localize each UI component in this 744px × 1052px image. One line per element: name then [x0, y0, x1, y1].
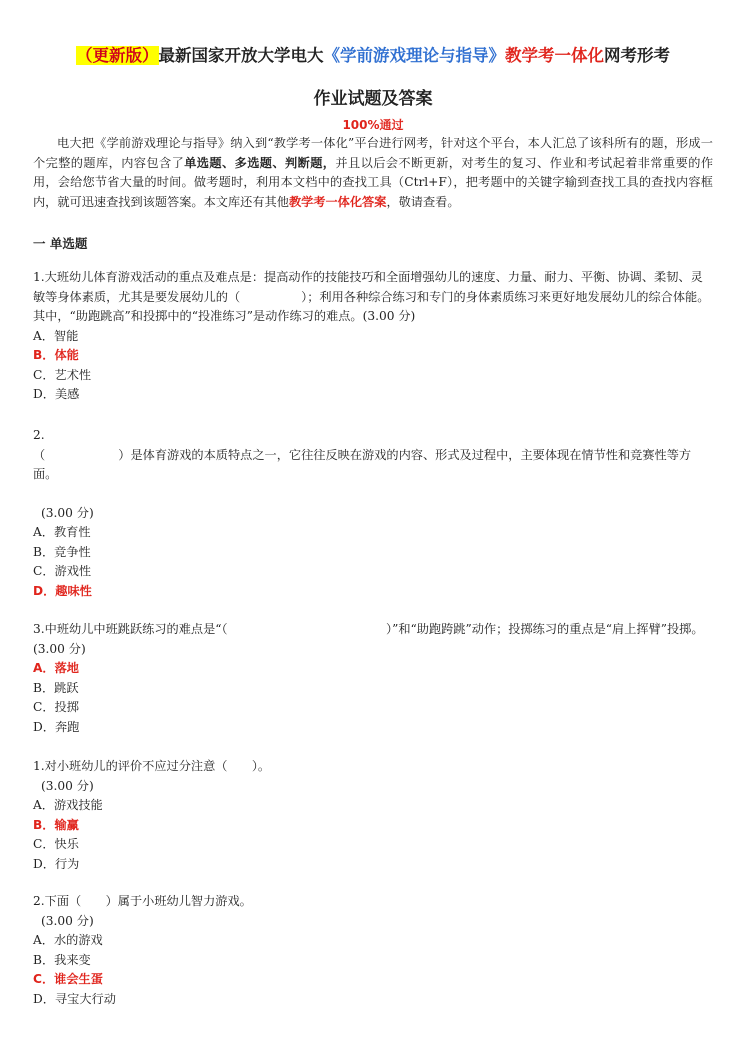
title-part-d: 网考形考 [604, 46, 670, 65]
document-subtitle: 作业试题及答案 [313, 89, 433, 109]
intro-text-3: ，敬请查看。 [386, 194, 460, 209]
question-stem: 1.对小班幼儿的评价不应过分注意（ ）。 [33, 759, 271, 773]
question-score: (3.00 分) [41, 913, 94, 928]
option-c: C．游戏性 [33, 564, 92, 578]
question-score: (3.00 分) [41, 505, 94, 520]
section-heading: 一 单选题 [33, 236, 88, 251]
document-title [33, 42, 713, 66]
option-c-correct: C．谁会生蛋 [33, 972, 103, 986]
option-d: D．行为 [33, 856, 80, 871]
question-number: 2. [33, 428, 45, 442]
question-stem: （ ）是体育游戏的本质特点之一，它往往反映在游戏的内容、形式及过程中，主要体现在情节性和竞赛性等方面。 [33, 447, 692, 481]
option-c: C．投掷 [33, 700, 79, 714]
question-3 [33, 620, 713, 737]
intro-text-1: 电大把《学前游戏理论与指导》纳入到“教学考一体化”平台进行网考，针对这个平台，本人汇总了该科所有的题，形成一个完整的题库，内容包含了 [33, 136, 713, 170]
option-d-correct: D．趣味性 [33, 583, 92, 598]
title-course-name: 《学前游戏理论与指导》 [323, 46, 505, 65]
option-b: B．我来变 [33, 952, 91, 967]
option-b-correct: B．输赢 [33, 817, 79, 832]
option-b: B．跳跃 [33, 680, 79, 695]
option-a: A．游戏技能 [33, 798, 103, 812]
option-c: C．快乐 [33, 837, 79, 851]
question-score: (3.00 分) [41, 778, 94, 793]
option-b-correct: B．体能 [33, 348, 79, 362]
update-badge: （更新版） [76, 46, 159, 65]
option-d: D．美感 [33, 387, 80, 401]
option-c: C．艺术性 [33, 367, 92, 382]
option-a: A．水的游戏 [33, 933, 103, 947]
intro-answer-link[interactable]: 教学考一体化答案 [288, 194, 387, 209]
question-1 [33, 268, 713, 405]
option-a: A．智能 [33, 328, 79, 343]
pass-rate-label: 100%通过 [342, 118, 404, 132]
intro-question-types: 单选题、多选题、判断题， [184, 155, 336, 170]
title-platform: 教学考一体化 [505, 46, 604, 65]
intro-text-2: 并且以后会不断更新，对考生的复习、作业和考试起着非常重要的作用，会给您节省大量的时间。做考题时，利用本文档中的查找工具（Ctrl+F），把考题中的关键字输到查找工具的查找内容框内，就可迅速查找到该题答案。本文库还有其他 [33, 155, 714, 209]
question-2 [33, 426, 713, 601]
blank-line [33, 485, 713, 504]
question-stem: 2.下面（ ）属于小班幼儿智力游戏。 [33, 894, 252, 908]
intro-paragraph [33, 134, 713, 212]
option-a: A．教育性 [33, 525, 91, 539]
option-d: D．寻宝大行动 [33, 991, 116, 1006]
question-4 [33, 757, 713, 874]
option-a-correct: A．落地 [33, 661, 79, 675]
question-stem: 1.大班幼儿体育游戏活动的重点及难点是：提高动作的技能技巧和全面增强幼儿的速度、力量、耐力、平衡、协调、柔韧、灵敏等身体素质，尤其是要发展幼儿的（ ）；利用各种综合练习和专门的身体素质练习来更好地发展幼儿的综合体能。其中，“助跑跳高”和投掷中的“投准练习”是动作练习的难点。(3.00 分) [33, 270, 710, 323]
question-stem: 3.中班幼儿中班跳跃练习的难点是“（ ）”和“助跑跨跳”动作；投掷练习的重点是“肩上挥臂”投掷。(3.00 分) [33, 622, 704, 656]
title-part-a: 最新国家开放大学电大 [158, 46, 324, 65]
option-b: B．竞争性 [33, 544, 91, 559]
question-5 [33, 892, 713, 1009]
option-d: D．奔跑 [33, 719, 80, 734]
